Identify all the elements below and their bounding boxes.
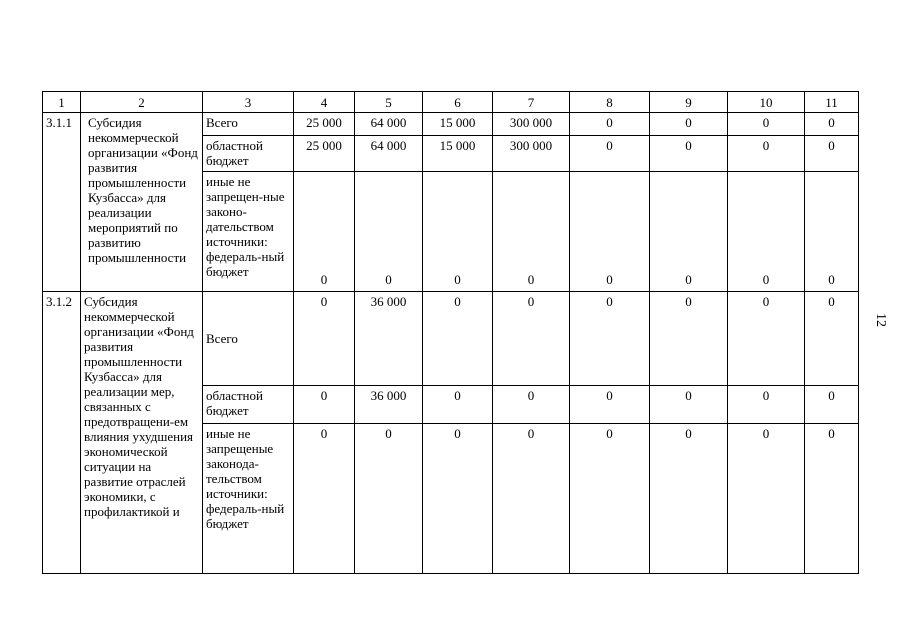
value-cell: 0 <box>570 136 650 172</box>
header-cell: 5 <box>355 92 423 113</box>
value-cell: 0 <box>805 424 859 574</box>
value-cell: 0 <box>570 113 650 136</box>
value-cell: 0 <box>805 113 859 136</box>
value-cell: 15 000 <box>423 113 493 136</box>
value-cell: 300 000 <box>493 113 570 136</box>
value-cell: 0 <box>805 386 859 424</box>
value-cell: 0 <box>728 113 805 136</box>
value-cell: 0 <box>728 424 805 574</box>
page-number: 12 <box>873 313 888 327</box>
source-label: областной бюджет <box>203 386 294 424</box>
value-cell: 0 <box>805 172 859 292</box>
value-cell: 0 <box>650 386 728 424</box>
value-cell: 36 000 <box>355 292 423 386</box>
budget-table <box>42 91 859 574</box>
value-cell: 25 000 <box>294 136 355 172</box>
value-cell: 0 <box>570 172 650 292</box>
header-cell: 4 <box>294 92 355 113</box>
source-label: иные не запрещеные законода-тельством источники: федераль-ный бюджет <box>203 424 294 574</box>
value-cell: 0 <box>493 386 570 424</box>
value-cell: 0 <box>728 386 805 424</box>
header-cell: 11 <box>805 92 859 113</box>
value-cell: 0 <box>650 172 728 292</box>
table-row <box>43 292 859 386</box>
item-name: Субсидия некоммерческой организации «Фонд развития промышленности Кузбасса» для реализации мер, связанных с предотвращени-ем влияния ухудшения экономической ситуации на развитие отраслей экономики, с профилактикой и <box>81 292 203 574</box>
value-cell: 0 <box>650 292 728 386</box>
value-cell: 0 <box>728 292 805 386</box>
header-cell: 3 <box>203 92 294 113</box>
value-cell: 15 000 <box>423 136 493 172</box>
value-cell: 0 <box>355 424 423 574</box>
value-cell: 0 <box>650 424 728 574</box>
value-cell: 0 <box>493 424 570 574</box>
value-cell: 64 000 <box>355 113 423 136</box>
header-cell: 10 <box>728 92 805 113</box>
table-row <box>43 113 859 136</box>
value-cell: 0 <box>650 136 728 172</box>
header-cell: 8 <box>570 92 650 113</box>
source-label: областной бюджет <box>203 136 294 172</box>
item-name: Субсидия некоммерческой организации «Фонд развития промышленности Кузбасса» для реализации мероприятий по развитию промышленности <box>81 113 203 292</box>
value-cell: 0 <box>294 424 355 574</box>
source-label: иные не запрещен-ные законо-дательством источники: федераль-ный бюджет <box>203 172 294 292</box>
value-cell: 300 000 <box>493 136 570 172</box>
header-row <box>43 92 859 113</box>
value-cell: 0 <box>355 172 423 292</box>
value-cell: 0 <box>423 386 493 424</box>
value-cell: 64 000 <box>355 136 423 172</box>
value-cell: 0 <box>570 424 650 574</box>
value-cell: 0 <box>570 292 650 386</box>
value-cell: 25 000 <box>294 113 355 136</box>
value-cell: 0 <box>294 292 355 386</box>
value-cell: 0 <box>423 292 493 386</box>
source-label: Всего <box>203 113 294 136</box>
value-cell: 0 <box>294 172 355 292</box>
value-cell: 0 <box>423 424 493 574</box>
value-cell: 0 <box>805 136 859 172</box>
value-cell: 0 <box>493 292 570 386</box>
value-cell: 0 <box>570 386 650 424</box>
value-cell: 0 <box>294 386 355 424</box>
value-cell: 0 <box>805 292 859 386</box>
header-cell: 6 <box>423 92 493 113</box>
source-label: Всего <box>203 292 294 386</box>
value-cell: 0 <box>493 172 570 292</box>
value-cell: 0 <box>423 172 493 292</box>
item-code: 3.1.1 <box>43 113 81 292</box>
header-cell: 9 <box>650 92 728 113</box>
header-cell: 7 <box>493 92 570 113</box>
value-cell: 0 <box>650 113 728 136</box>
header-cell: 2 <box>81 92 203 113</box>
value-cell: 0 <box>728 136 805 172</box>
value-cell: 36 000 <box>355 386 423 424</box>
item-code: 3.1.2 <box>43 292 81 574</box>
value-cell: 0 <box>728 172 805 292</box>
header-cell: 1 <box>43 92 81 113</box>
